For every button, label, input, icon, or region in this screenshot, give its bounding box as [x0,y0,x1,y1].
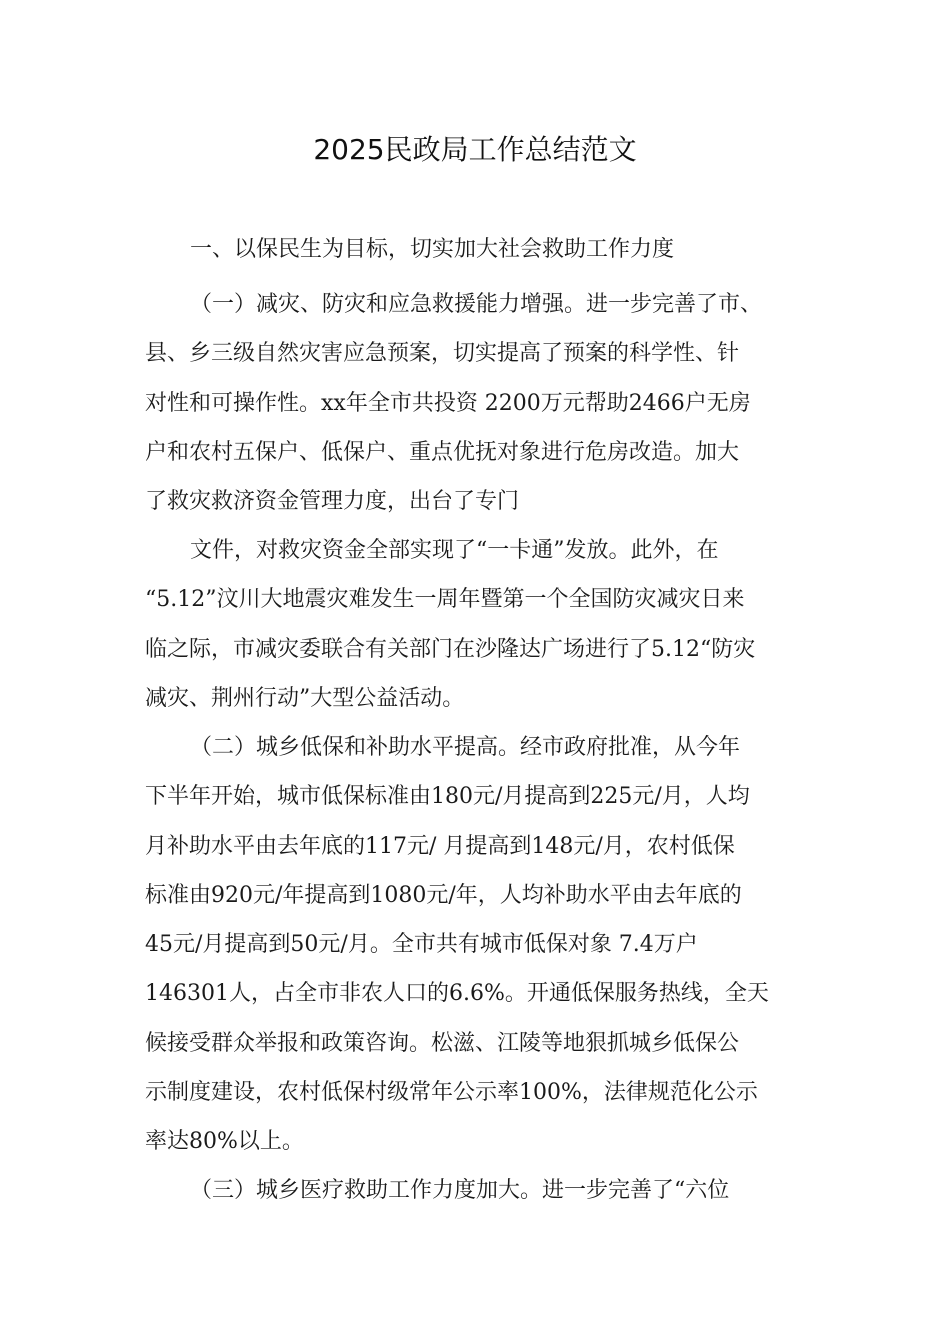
paragraph-line: （一）减灾、防灾和应急救援能力增强。进一步完善了市、 [190,292,763,317]
paragraph-minimum-living-allowance [145,723,825,1167]
paragraph-line: 示制度建设，农村低保村级常年公示率100%，法律规范化公示 [145,1080,758,1106]
paragraph-line: 率达80%以上。 [145,1129,304,1155]
paragraph-line: 减灾、荆州行动”大型公益活动。 [145,685,465,711]
paragraph-line: 县、乡三级自然灾害应急预案，切实提高了预案的科学性、针 [145,341,740,367]
paragraph-line: 月补助水平由去年底的117元/ 月提高到148元/月，农村低保 [145,833,735,859]
paragraph-line: 146301人，占全市非农人口的6.6%。开通低保服务热线，全天 [145,981,769,1007]
paragraph-line: （三）城乡医疗救助工作力度加大。进一步完善了“六位 [190,1178,730,1203]
paragraph-line: 临之际，市减灾委联合有关部门在沙隆达广场进行了5.12“防灾 [145,636,756,662]
paragraph-line: “5.12”汶川大地震灾难发生一周年暨第一个全国防灾减灾日来 [145,587,745,613]
document-title: 2025民政局工作总结范文 [313,133,637,166]
paragraph-medical-assistance [145,1166,825,1215]
paragraph-line: 户和农村五保户、低保户、重点优抚对象进行危房改造。加大 [145,439,740,465]
paragraph-line: 标准由920元/年提高到1080元/年，人均补助水平由去年底的 [145,882,742,908]
paragraph-line: 候接受群众举报和政策咨询。松滋、江陵等地狠抓城乡低保公 [145,1030,740,1056]
paragraph-line: 文件，对救灾资金全部实现了“一卡通”发放。此外，在 [190,538,719,563]
paragraph-line: （二）城乡低保和补助水平提高。经市政府批准，从今年 [190,735,741,760]
paragraph-line: 对性和可操作性。xx年全市共投资 2200万元帮助2466户无房 [145,390,751,416]
paragraph-disaster-relief [145,280,825,526]
paragraph-relief-funds [145,526,825,723]
paragraph-line: 45元/月提高到50元/月。全市共有城市低保对象 7.4万户 [145,932,698,958]
paragraph-line: 下半年开始，城市低保标准由180元/月提高到225元/月，人均 [145,784,750,810]
paragraph-line: 了救灾救济资金管理力度，出台了专门 [145,489,520,515]
section-heading: 一、以保民生为目标，切实加大社会救助工作力度 [190,237,675,262]
